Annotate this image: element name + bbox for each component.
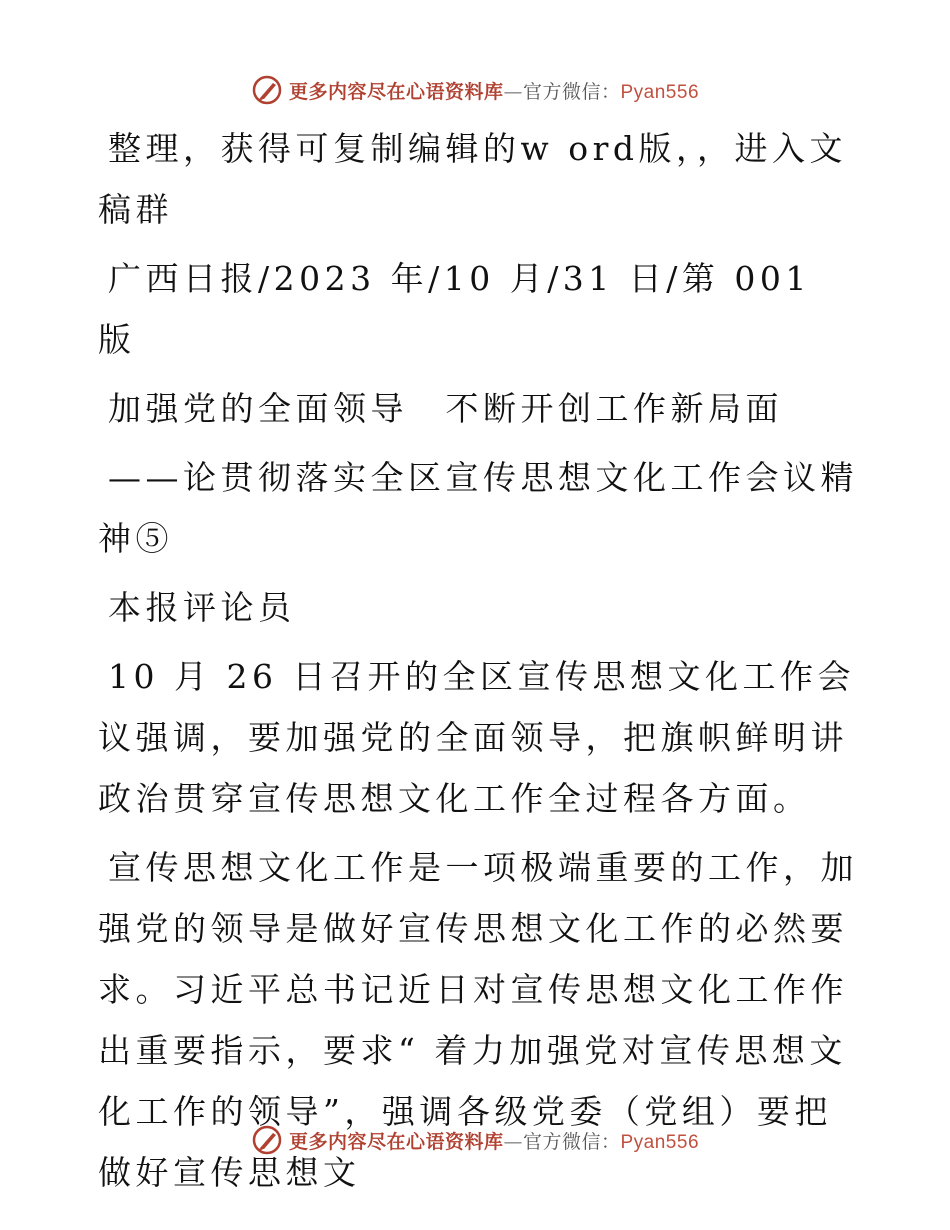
document-body: [98, 118, 858, 1211]
header-site-text: 更多内容尽在心语资料库: [288, 80, 504, 103]
paragraph-1: 10 月 26 日召开的全区宣传思想文化工作会议强调，要加强党的全面领导，把旗帜鲜明讲政治贯穿宣传思想文化工作全过程各方面。: [98, 657, 855, 818]
footer-banner: [0, 1120, 950, 1160]
footer-wechat-id: Pyan556: [620, 1131, 700, 1153]
footer-separator: —: [503, 1130, 523, 1153]
header-separator: —: [503, 80, 523, 103]
quill-logo-icon: [251, 74, 283, 106]
article-subtitle: ——论贯彻落实全区宣传思想文化工作会议精神⑤: [98, 458, 858, 558]
footer-banner-text: [289, 1127, 699, 1154]
header-banner-text: [289, 77, 699, 104]
article-title: 加强党的全面领导 不断开创工作新局面: [108, 389, 783, 428]
intro-line: 整理，获得可复制编辑的w ord版，，进入文稿群: [98, 129, 848, 229]
footer-site-text: 更多内容尽在心语资料库: [288, 1130, 504, 1153]
source-line: 广西日报/2023 年/10 月/31 日/第 001 版: [98, 259, 811, 359]
header-wechat-label: 官方微信：: [522, 80, 621, 103]
footer-wechat-label: 官方微信：: [522, 1130, 621, 1153]
quill-logo-icon: [251, 1124, 283, 1156]
article-author: 本报评论员: [108, 588, 296, 627]
paragraph-2: 宣传思想文化工作是一项极端重要的工作，加强党的领导是做好宣传思想文化工作的必然要求。习近平总书记近日对宣传思想文化工作作出重要指示，要求“ 着力加强党对宣传思想文化工作的领导”，强调各级党委（党组）要把做好宣传思想文: [98, 848, 858, 1192]
header-wechat-id: Pyan556: [620, 81, 700, 103]
header-banner: [0, 70, 950, 110]
